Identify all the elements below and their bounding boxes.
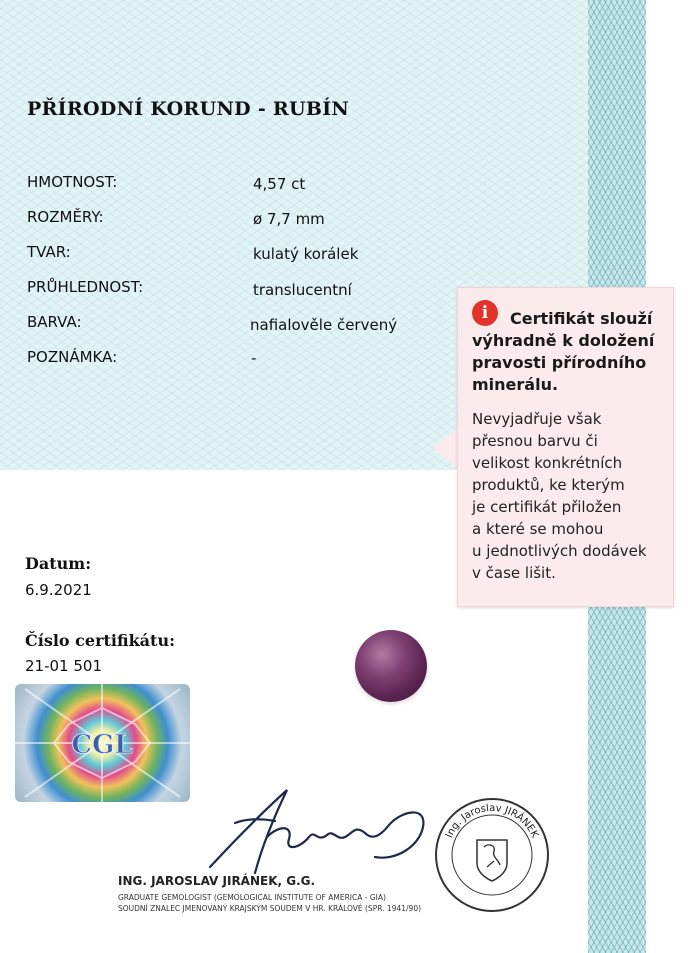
info-icon: i xyxy=(472,300,498,326)
note-value: - xyxy=(251,349,257,367)
notice-line: velikost konkrétních xyxy=(472,454,623,472)
certificate-title: PŘÍRODNÍ KORUND - RUBÍN xyxy=(27,98,350,120)
date-value: 6.9.2021 xyxy=(25,581,92,599)
certificate-number-value: 21-01 501 xyxy=(25,657,102,675)
transparency-value: translucentní xyxy=(253,281,352,299)
color-label: BARVA: xyxy=(27,313,82,331)
notice-line: u jednotlivých dodávek xyxy=(472,542,647,560)
shape-value: kulatý korálek xyxy=(253,245,359,263)
signer-credential-2: SOUDNÍ ZNALEC JMENOVANÝ KRAJSKÝM SOUDEM V HR. KRÁLOVÉ (SPR. 1941/90) xyxy=(118,904,422,913)
signer-name: ING. JAROSLAV JIRÁNEK, G.G. xyxy=(118,874,316,888)
color-value: nafialověle červený xyxy=(250,316,398,334)
notice-pointer xyxy=(433,428,458,468)
note-label: POZNÁMKA: xyxy=(27,348,118,366)
notice-line: produktů, ke kterým xyxy=(472,476,625,494)
weight-value: 4,57 ct xyxy=(253,175,306,193)
notice-callout xyxy=(457,287,674,607)
notice-body xyxy=(472,408,672,584)
hologram-logo: CGL xyxy=(71,730,133,760)
shape-label: TVAR: xyxy=(27,243,71,261)
notice-line: a které se mohou xyxy=(472,520,604,538)
notice-line: v čase lišit. xyxy=(472,564,556,582)
notice-line: Nevyjadřuje však xyxy=(472,410,602,428)
notice-title: Certifikát slouží výhradně k doložení pravosti přírodního minerálu. xyxy=(472,309,655,394)
date-label: Datum: xyxy=(25,554,92,573)
transparency-label: PRŮHLEDNOST: xyxy=(27,278,144,296)
signer-credential-1: GRADUATE GEMOLOGIST (GEMOLOGICAL INSTITUTE OF AMERICA - GIA) xyxy=(118,893,386,902)
dimensions-label: ROZMĚRY: xyxy=(27,208,104,226)
official-stamp xyxy=(432,795,552,915)
dimensions-value: ø 7,7 mm xyxy=(253,210,325,228)
svg-text:Ing. Jaroslav JIRÁNEK: Ing. Jaroslav JIRÁNEK xyxy=(443,802,541,840)
notice-line: přesnou barvu či xyxy=(472,432,598,450)
notice-line: je certifikát přiložen xyxy=(472,498,622,516)
signature xyxy=(205,785,435,875)
hologram-sticker xyxy=(15,684,190,802)
gem-photo xyxy=(355,630,427,702)
certificate-number-label: Číslo certifikátu: xyxy=(25,631,175,650)
weight-label: HMOTNOST: xyxy=(27,173,118,191)
